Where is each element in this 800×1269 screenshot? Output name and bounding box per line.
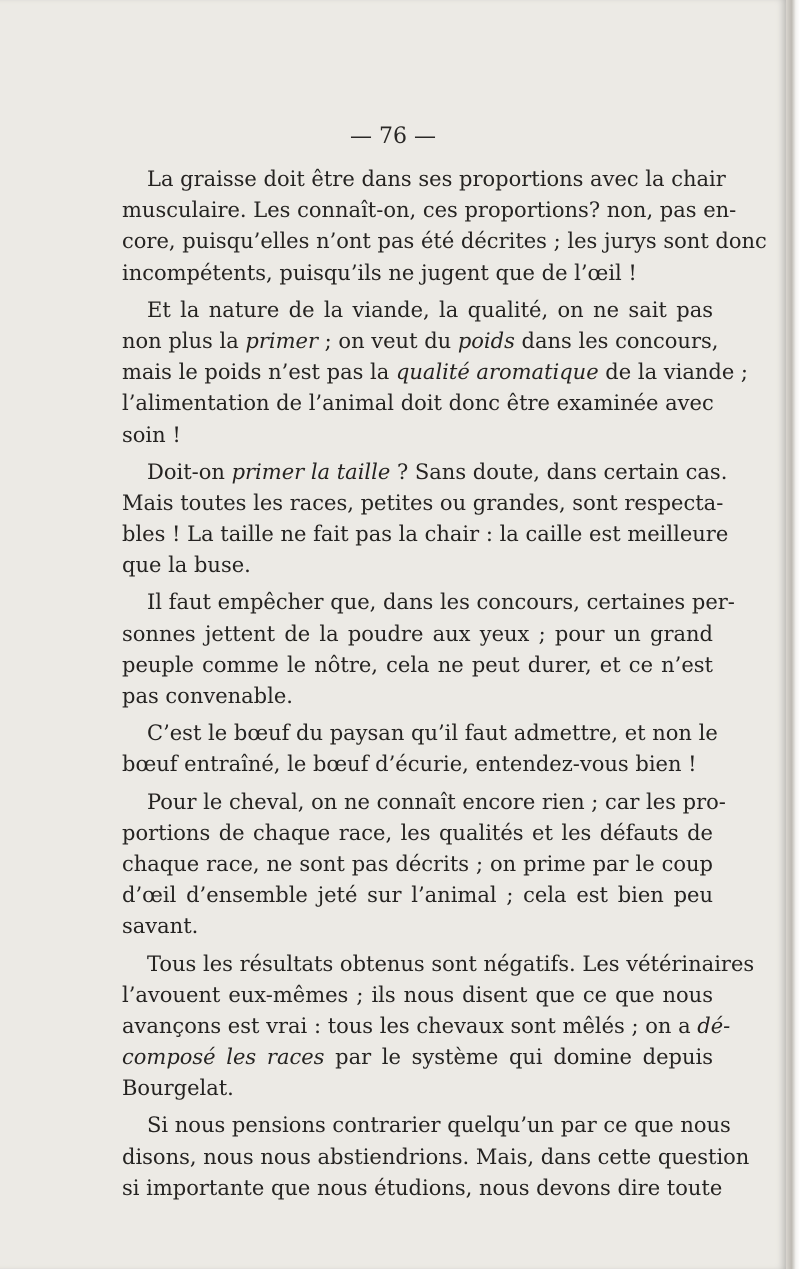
text-line: sonnes jettent de la poudre aux yeux ; pour un grand — [122, 621, 713, 646]
text-line: disons, nous nous abstiendrions. Mais, dans cette question — [122, 1144, 750, 1169]
text-line: si importante que nous étudions, nous devons dire toute — [122, 1175, 723, 1200]
text-line: d’œil d’ensemble jeté sur l’animal ; cela est bien peu — [122, 883, 713, 908]
text-line: non plus la primer ; on veut du poids dans les concours, — [122, 328, 719, 353]
text-line: que la buse. — [122, 553, 251, 578]
paragraph — [122, 457, 729, 582]
text-line: Si nous pensions contrarier quelqu’un par ce que nous — [147, 1113, 731, 1138]
text-line: Mais toutes les races, petites ou grandes, sont respecta- — [122, 490, 724, 515]
text-line: l’alimentation de l’animal doit donc être examinée avec — [122, 391, 714, 416]
paragraph — [122, 718, 718, 780]
text-line: savant. — [122, 914, 199, 939]
text-line: bœuf entraîné, le bœuf d’écurie, entendez-vous bien ! — [122, 752, 697, 777]
text-line: l’avouent eux-mêmes ; ils nous disent que ce que nous — [122, 982, 713, 1007]
text-line: chaque race, ne sont pas décrits ; on prime par le coup — [122, 851, 713, 876]
text-line: Bourgelat. — [122, 1076, 234, 1101]
text-line: bles ! La taille ne fait pas la chair : la caille est meilleure — [122, 522, 729, 547]
text-line: C’est le bœuf du paysan qu’il faut admettre, et non le — [147, 721, 718, 746]
text-line: portions de chaque race, les qualités et les défauts de — [122, 820, 713, 845]
page-number: — 76 — — [350, 124, 436, 149]
text-line: avançons est vrai : tous les chevaux sont mêlés ; on a dé- — [122, 1013, 731, 1038]
text-line: composé les races par le système qui domine depuis — [122, 1045, 714, 1070]
paragraph — [122, 295, 749, 451]
body-text — [122, 164, 767, 1210]
text-line: Il faut empêcher que, dans les concours, certaines per- — [147, 590, 735, 615]
text-line: Et la nature de la viande, la qualité, on ne sait pas — [147, 297, 713, 322]
text-line: soin ! — [122, 422, 181, 447]
paragraph — [122, 587, 735, 712]
text-line: mais le poids n’est pas la qualité aromatique de la viande ; — [122, 360, 749, 385]
text-line: Doit-on primer la taille ? Sans doute, dans certain cas. — [147, 459, 728, 484]
page-right-edge — [786, 0, 800, 1269]
text-line: pas convenable. — [122, 684, 293, 708]
text-line: La graisse doit être dans ses proportions avec la chair — [147, 167, 726, 191]
paragraph — [122, 1110, 750, 1204]
text-line: incompétents, puisqu’ils ne jugent que de l’œil ! — [122, 260, 637, 285]
text-line: Pour le cheval, on ne connaît encore rien ; car les pro- — [147, 789, 726, 814]
text-line: core, puisqu’elles n’ont pas été décrites ; les jurys sont donc — [122, 229, 767, 254]
paragraph — [122, 949, 755, 1105]
text-line: peuple comme le nôtre, cela ne peut durer, et ce n’est — [122, 652, 713, 677]
text-line: musculaire. Les connaît-on, ces proportions? non, pas en- — [122, 198, 737, 223]
paragraph — [122, 164, 767, 289]
text-line: Tous les résultats obtenus sont négatifs. Les vétérinaires — [147, 951, 755, 976]
paragraph — [122, 787, 726, 943]
